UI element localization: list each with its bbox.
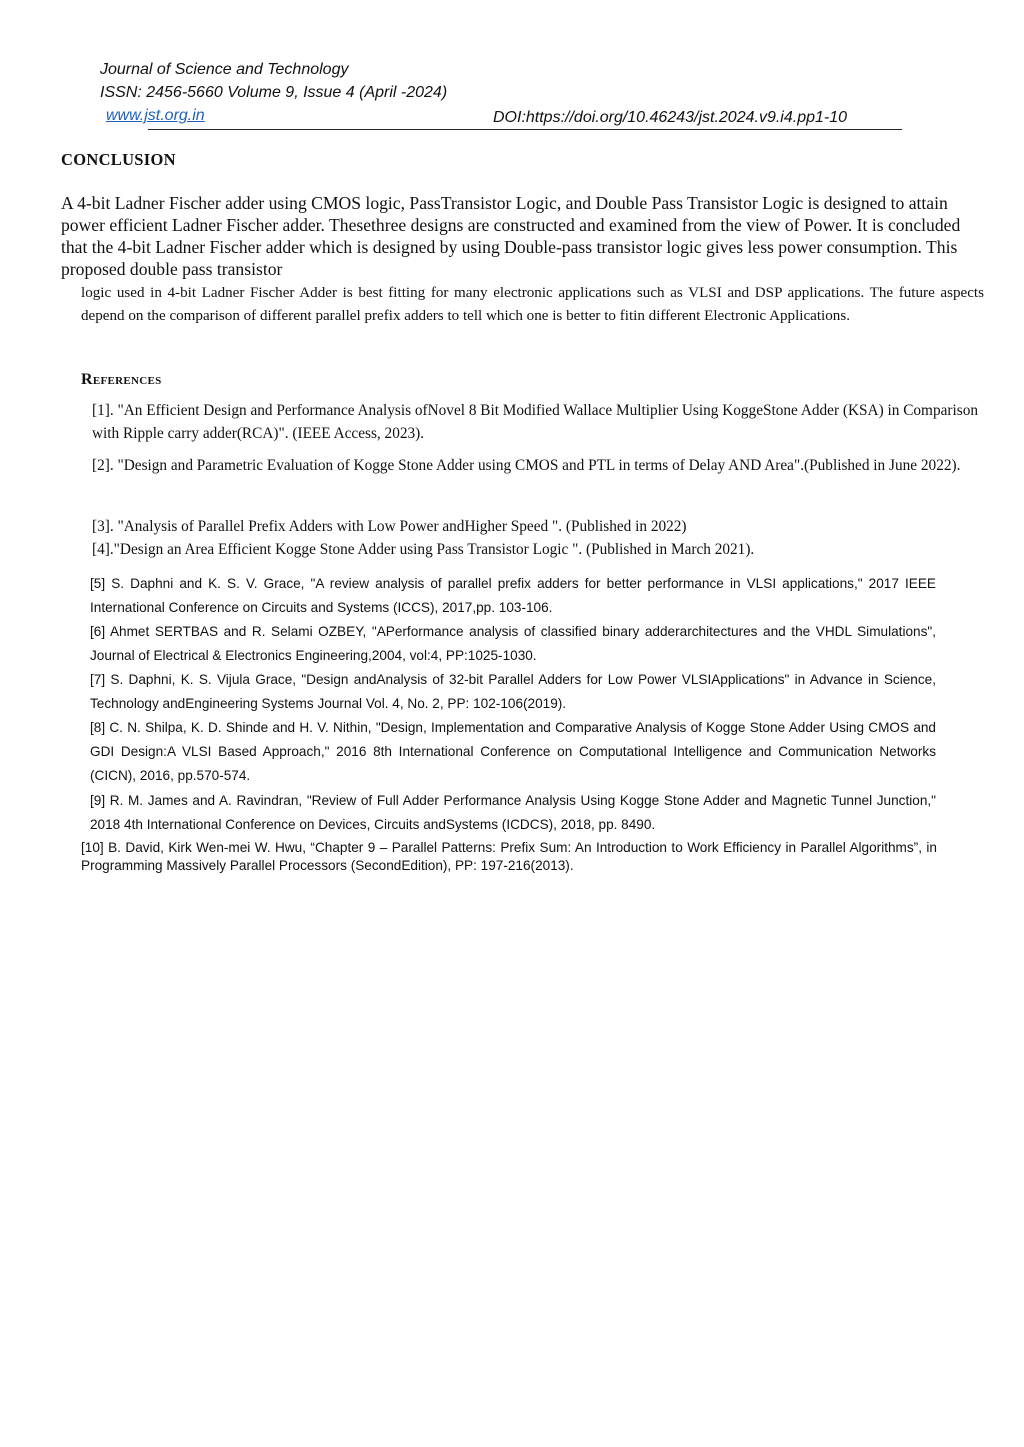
journal-header	[100, 58, 447, 127]
reference-item: [7] S. Daphni, K. S. Vijula Grace, "Design andAnalysis of 32-bit Parallel Adders for Low Power VLSIApplications" in Advance in Science, Technology andEngineering Systems Journal Vol. 4, No. 2, PP: 102-106(2019).	[90, 672, 936, 711]
reference-item: [1]. "An Efficient Design and Performance Analysis ofNovel 8 Bit Modified Wallace Multiplier Using KoggeStone Adder (KSA) in Comparison with Ripple carry adder(RCA)". (IEEE Access, 2023).	[92, 402, 978, 442]
reference-item: [10] B. David, Kirk Wen-mei W. Hwu, “Chapter 9 – Parallel Patterns: Prefix Sum: An Introduction to Work Efficiency in Parallel Algorithms”, in Programming Massively Parallel Processors (SecondEdition), PP: 197-216(2013).	[81, 840, 937, 873]
conclusion-paragraph: A 4-bit Ladner Fischer adder using CMOS logic, PassTransistor Logic, and Double Pass Transistor Logic is designed to attain power efficient Ladner Fischer adder. Thesethree designs are constructed and examined from the view of Power. It is concluded that the 4-bit Ladner Fischer adder which is designed by using Double-pass transistor logic gives less power consumption. This proposed double pass transistor	[61, 193, 961, 279]
reference-item: [5] S. Daphni and K. S. V. Grace, "A review analysis of parallel prefix adders for better performance in VLSI applications," 2017 IEEE International Conference on Circuits and Systems (ICCS), 2017,pp. 103-106.	[90, 576, 936, 615]
journal-website-link[interactable]: www.jst.org.in	[106, 107, 205, 124]
journal-name: Journal of Science and Technology	[100, 61, 349, 78]
reference-item: [3]. "Analysis of Parallel Prefix Adders with Low Power andHigher Speed ". (Published in 2022)	[92, 518, 687, 535]
reference-item: [9] R. M. James and A. Ravindran, "Review of Full Adder Performance Analysis Using Kogge Stone Adder and Magnetic Tunnel Junction," 2018 4th International Conference on Devices, Circuits andSystems (ICDCS), 2018, pp. 8490.	[90, 793, 936, 832]
conclusion-paragraph-continued: logic used in 4-bit Ladner Fischer Adder is best fitting for many electronic applications such as VLSI and DSP applications. The future aspects depend on the comparison of different parallel prefix adders to tell which one is better to fitin different Electronic Applications.	[81, 285, 984, 324]
reference-item: [4]."Design an Area Efficient Kogge Stone Adder using Pass Transistor Logic ". (Published in March 2021).	[92, 541, 755, 558]
conclusion-heading: CONCLUSION	[61, 150, 176, 169]
header-divider	[148, 129, 902, 130]
reference-item: [6] Ahmet SERTBAS and R. Selami OZBEY, "APerformance analysis of classified binary adderarchitectures and the VHDL Simulations", Journal of Electrical & Electronics Engineering,2004, vol:4, PP:1025-1030.	[90, 624, 936, 663]
journal-issn: ISSN: 2456-5660 Volume 9, Issue 4 (April -2024)	[100, 84, 448, 101]
reference-item: [8] C. N. Shilpa, K. D. Shinde and H. V. Nithin, "Design, Implementation and Comparative Analysis of Kogge Stone Adder Using CMOS and GDI Design:A VLSI Based Approach," 2016 8th International Conference on Computational Intelligence and Communication Networks (CICN), 2016, pp.570-574.	[90, 720, 936, 783]
doi-link[interactable]: DOI:https://doi.org/10.46243/jst.2024.v9.i4.pp1-10	[493, 109, 848, 126]
reference-item: [2]. "Design and Parametric Evaluation of Kogge Stone Adder using CMOS and PTL in terms of Delay AND Area".(Published in June 2022).	[92, 457, 961, 474]
references-heading: References	[81, 371, 162, 388]
